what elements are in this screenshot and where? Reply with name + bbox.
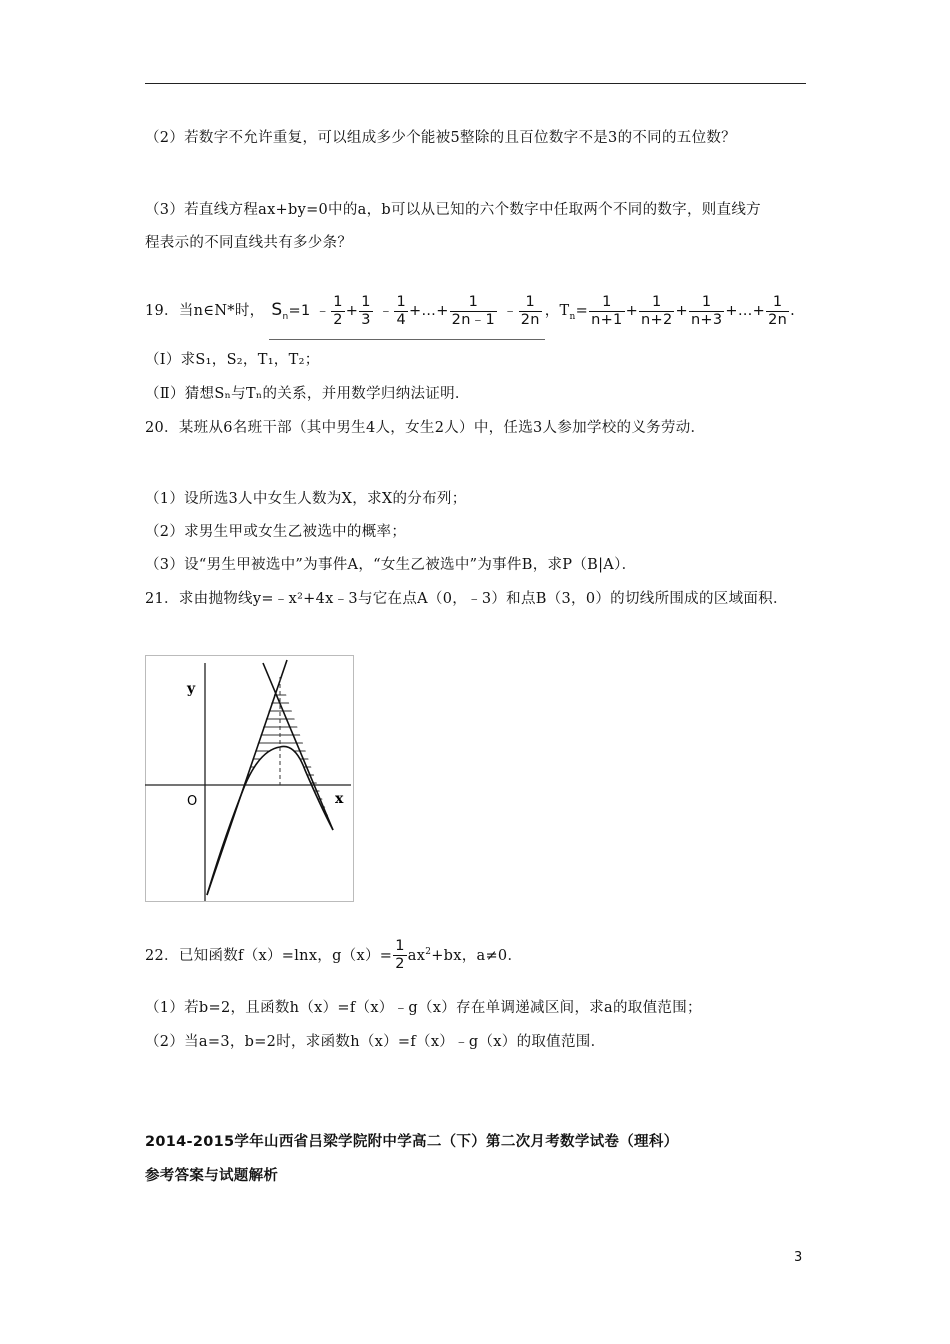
question-20-part-2: （2）求男生甲或女生乙被选中的概率； bbox=[145, 524, 407, 540]
frac-1-4: $\frac{1}{4}$ bbox=[396, 293, 406, 328]
sn-formula: $S_n=1$ ﹣ $\frac{1}{2}$ + $\frac{1}{3}$ ﹣ $\frac{1}{4}$ +…+ $\frac{1}{2n﹣1}$ ﹣ $\frac{1}{2n}$ bbox=[269, 288, 544, 340]
frac-1-n3: $\frac{1}{n+3}$ bbox=[690, 293, 723, 328]
page-number: 3 bbox=[794, 1250, 803, 1265]
sn-dots: +…+ bbox=[408, 303, 449, 319]
sn-label: S bbox=[271, 300, 283, 320]
frac-1-2n-1: $\frac{1}{2n﹣1}$ bbox=[451, 293, 496, 328]
y-axis-label: y bbox=[187, 681, 196, 697]
question-19-part-1: （Ⅰ）求S₁，S₂，T₁，T₂； bbox=[145, 352, 320, 368]
question-19-part-2: （Ⅱ）猜想Sₙ与Tₙ的关系，并用数学归纳法证明． bbox=[145, 386, 470, 402]
frac-1-2n-t: $\frac{1}{2n}$ bbox=[768, 293, 788, 328]
sn-sub: n bbox=[282, 311, 289, 322]
question-18-part-3-line-1: （3）若直线方程ax+by=0中的a，b可以从已知的六个数字中任取两个不同的数字，则直线方 bbox=[145, 202, 761, 218]
question-19 bbox=[145, 288, 795, 332]
tn-dots: +…+ bbox=[725, 303, 766, 319]
answer-section-title: 2014-2015学年山西省吕梁学院附中学高二（下）第二次月考数学试卷（理科） bbox=[145, 1134, 679, 1150]
question-21: 21．求由抛物线y=﹣x²+4x﹣3与它在点A（0，﹣3）和点B（3，0）的切线所围成的区域面积． bbox=[145, 591, 788, 607]
parabola-tangent-figure bbox=[145, 655, 357, 903]
question-22-part-1: （1）若b=2，且函数h（x）=f（x）﹣g（x）存在单调递减区间，求a的取值范围； bbox=[145, 1000, 702, 1016]
tn-formula: $\frac{1}{n+1}$ + $\frac{1}{n+2}$ + $\frac{1}{n+3}$ +…+ $\frac{1}{2n}$ bbox=[591, 293, 788, 328]
tn-sub: n bbox=[569, 311, 576, 322]
question-18-part-3-line-2: 程表示的不同直线共有多少条？ bbox=[145, 235, 353, 251]
question-22 bbox=[145, 930, 522, 974]
q22-suffix-a: ax bbox=[407, 947, 426, 964]
frac-1-3: $\frac{1}{3}$ bbox=[361, 293, 371, 328]
q22-prefix: 22．已知函数f（x）=lnx，g（x）= bbox=[145, 947, 393, 964]
q19-prefix: 19．当n∈N*时， bbox=[145, 303, 265, 319]
origin-label: O bbox=[187, 794, 198, 809]
shaded-region bbox=[145, 695, 357, 855]
question-18-part-2: （2）若数字不允许重复，可以组成多少个能被5整除的且百位数字不是3的不同的五位数？ bbox=[145, 130, 736, 146]
frac-one-half: $\frac{1}{2}$ bbox=[395, 938, 405, 973]
frac-1-n2: $\frac{1}{n+2}$ bbox=[641, 293, 673, 328]
q22-suffix-sup: 2 bbox=[425, 947, 432, 957]
tn-end: . bbox=[790, 303, 796, 319]
tn-eq: = bbox=[575, 303, 589, 319]
question-20-part-3: （3）设“男生甲被选中”为事件A，“女生乙被选中”为事件B，求P（B|A）． bbox=[145, 557, 637, 573]
question-20: 20．某班从6名班干部（其中男生4人，女生2人）中，任选3人参加学校的义务劳动． bbox=[145, 420, 706, 436]
parabola-curve bbox=[207, 746, 333, 895]
frac-1-2: $\frac{1}{2}$ bbox=[333, 293, 343, 328]
q22-suffix-b: +bx，a≠0． bbox=[431, 947, 523, 964]
frac-1-2n: $\frac{1}{2n}$ bbox=[520, 293, 540, 328]
frac-1-n1: $\frac{1}{n+1}$ bbox=[591, 293, 623, 328]
tn-sep: ，T bbox=[544, 303, 570, 319]
tangent-line-at-a bbox=[207, 660, 287, 895]
sn-start: =1 bbox=[288, 303, 311, 319]
x-axis-label: x bbox=[335, 791, 344, 807]
question-20-part-1: （1）设所选3人中女生人数为X，求X的分布列； bbox=[145, 491, 467, 507]
tangent-line-at-b bbox=[263, 663, 333, 830]
figure-frame bbox=[146, 656, 354, 902]
question-22-part-2: （2）当a=3，b=2时，求函数h（x）=f（x）﹣g（x）的取值范围． bbox=[145, 1034, 606, 1050]
answer-section-subtitle: 参考答案与试题解析 bbox=[145, 1168, 279, 1184]
header-rule bbox=[145, 83, 806, 84]
